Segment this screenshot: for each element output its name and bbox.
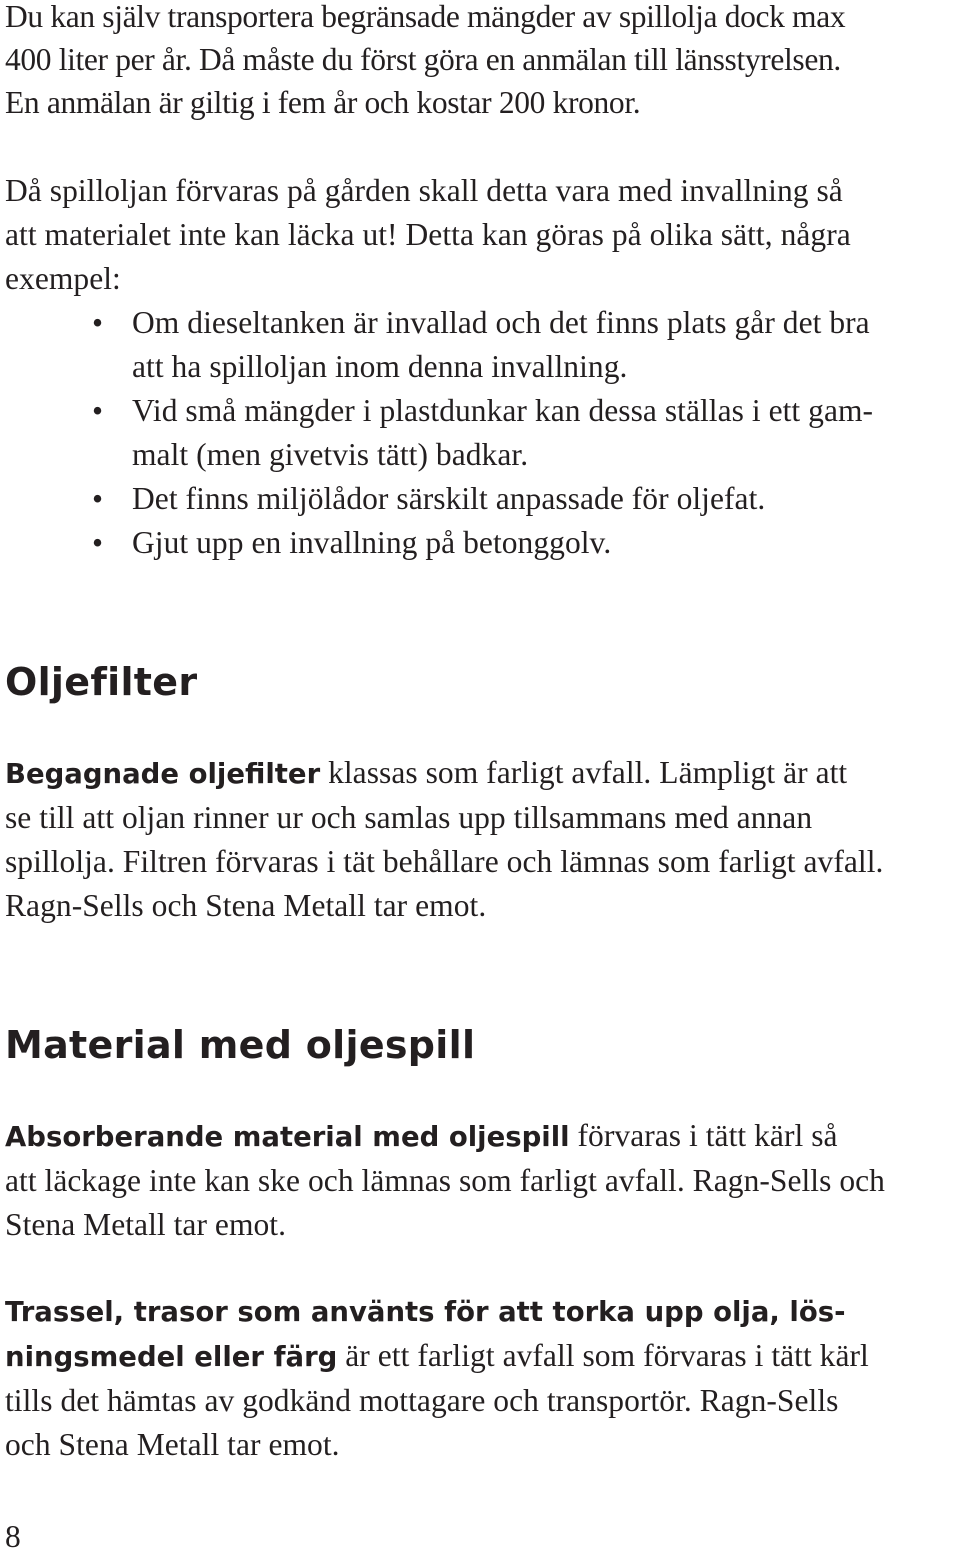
storage-paragraph	[5, 169, 960, 301]
intro-line: En anmälan är giltig i fem år och kostar 200 kronor.	[5, 85, 641, 120]
list-item-line: att ha spilloljan inom denna invallning.	[132, 349, 628, 384]
material-line-rest: förvaras i tätt kärl så	[569, 1118, 838, 1153]
intro-line: Du kan själv transportera begränsade mängder av spillolja dock max	[5, 0, 846, 34]
oljefilter-line: spillolja. Filtren förvaras i tät behållare och lämnas som farligt avfall.	[5, 844, 884, 879]
trassel-lead-line-1: Trassel, trasor som använts för att torka upp olja, lös-	[5, 1296, 846, 1328]
list-item-line: Gjut upp en invallning på betonggolv.	[132, 525, 612, 560]
storage-line: Då spilloljan förvaras på gården skall detta vara med invallning så	[5, 173, 843, 208]
material-line: att läckage inte kan ske och lämnas som farligt avfall. Ragn-Sells och	[5, 1163, 885, 1198]
oljefilter-line-rest: klassas som farligt avfall. Lämpligt är att	[320, 755, 848, 790]
intro-paragraph	[5, 0, 960, 124]
list-item	[5, 301, 960, 389]
oljefilter-paragraph	[5, 751, 960, 928]
material-paragraph-1	[5, 1114, 960, 1247]
storage-line: att materialet inte kan läcka ut! Detta kan göras på olika sätt, några	[5, 217, 851, 252]
list-item	[5, 521, 960, 565]
material-lead: Absorberande material med oljespill	[5, 1121, 570, 1153]
material-line: och Stena Metall tar emot.	[5, 1427, 340, 1462]
oljefilter-lead: Begagnade oljefilter	[5, 758, 321, 790]
bullet-icon: •	[92, 305, 104, 340]
list-item-line: malt (men givetvis tätt) badkar.	[132, 437, 529, 472]
list-item-line: Vid små mängder i plastdunkar kan dessa ställas i ett gam-	[132, 393, 874, 428]
oljefilter-line	[5, 751, 960, 796]
bullet-icon: •	[92, 393, 104, 428]
material-line	[5, 1334, 960, 1379]
intro-line: 400 liter per år. Då måste du först göra en anmälan till länsstyrelsen.	[5, 42, 841, 77]
oljefilter-line: se till att oljan rinner ur och samlas upp tillsammans med annan	[5, 800, 813, 835]
storage-line: exempel:	[5, 261, 121, 296]
bullet-icon: •	[92, 525, 104, 560]
material-line	[5, 1289, 960, 1334]
material-line: Stena Metall tar emot.	[5, 1207, 287, 1242]
section-heading-material: Material med oljespill	[5, 1023, 476, 1067]
section-heading-oljefilter: Oljefilter	[5, 660, 198, 704]
material-paragraph-2	[5, 1289, 960, 1467]
trassel-lead-line-2: ningsmedel eller färg	[5, 1341, 338, 1373]
page-number: 8	[5, 1519, 21, 1554]
list-item	[5, 389, 960, 477]
oljefilter-line: Ragn-Sells och Stena Metall tar emot.	[5, 888, 487, 923]
material-line-rest: är ett farligt avfall som förvaras i tätt kärl	[337, 1338, 869, 1373]
list-item-line: Om dieseltanken är invallad och det finns plats går det bra	[132, 305, 870, 340]
material-line	[5, 1114, 960, 1159]
list-item	[5, 477, 960, 521]
bullet-icon: •	[92, 481, 104, 516]
list-item-line: Det finns miljölådor särskilt anpassade för oljefat.	[132, 481, 766, 516]
storage-bullet-list	[5, 301, 960, 565]
material-line: tills det hämtas av godkänd mottagare och transportör. Ragn-Sells	[5, 1383, 839, 1418]
